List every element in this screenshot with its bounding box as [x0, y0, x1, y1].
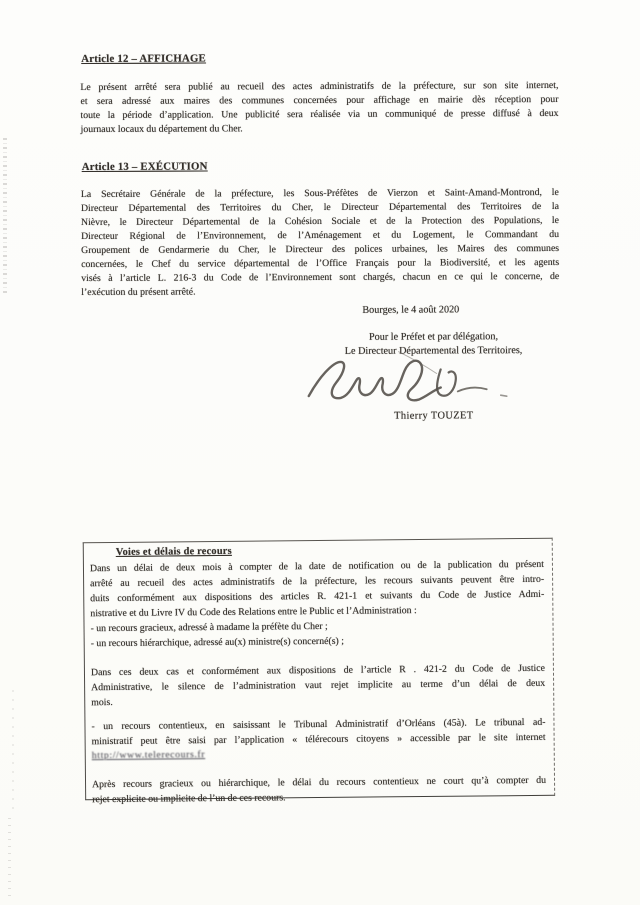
text-line: - un recours contentieux, en saisissant le Tribunal Administratif d’Orléans (45à). Le tribunal ad-	[91, 716, 546, 733]
text-line: - un recours gracieux, adressé à madame la préfète du Cher ;	[90, 620, 328, 635]
recours-notice-box	[83, 538, 555, 806]
text-line: rejet explicite ou implicite de l’un de ces recours.	[92, 792, 286, 806]
text-line: journaux locaux du département du Cher.	[80, 123, 243, 136]
text-line: mois.	[91, 696, 113, 709]
recours-contentieux	[91, 715, 545, 749]
text-line: et sera adressé aux maires des communes concernées pour affichage en mairie dès réception pour	[80, 93, 559, 108]
text-line: nistrative et du Livre IV du Code des Relations entre le Public et l’Administration :	[90, 605, 417, 620]
article-12-body	[80, 79, 558, 137]
text-line: Dans ces deux cas et conformément aux dispositions de l’article R . 421-2 du Code de Justice	[90, 662, 546, 679]
recours-box-heading: Voies et délais de recours	[115, 545, 232, 558]
text-line: Nièvre, le Directeur Départemental de la Cohésion Sociale et de la Protection des Populations, le	[80, 214, 560, 229]
telerecours-link: http://www.telerecours.fr	[91, 749, 206, 762]
text-line: Groupement de Gendarmerie du Cher, le Directeur des polices urbaines, les Maires des communes	[81, 242, 560, 257]
text-line: Dans un délai de deux mois à compter de la date de notification ou de la publication du présent	[89, 558, 545, 575]
handwritten-signature-icon	[303, 349, 515, 412]
article-12-heading: Article 12 – AFFICHAGE	[81, 52, 206, 66]
text-line: Le Directeur Départemental des Territoires,	[344, 345, 523, 357]
text-line: concernées, le Chef du service départemental de l’Office Français pour la Biodiversité, et les agents	[81, 256, 560, 271]
text-line: duits conformément aux dispositions des articles R. 421-1 et suivants du Code de Justice Admi-	[90, 588, 545, 605]
recours-intro	[90, 557, 545, 621]
recours-implicit-reject	[91, 661, 545, 710]
text-line: Directeur Régional de l’Environnement, de l’Aménagement et du Logement, le Commandant du	[81, 228, 560, 243]
text-line: - un recours hiérarchique, adressé au(x) ministre(s) concerné(s) ;	[90, 635, 344, 650]
place-date-line: Bourges, le 4 août 2020	[362, 304, 460, 316]
recours-bullets	[90, 617, 544, 651]
text-line: arrêté au recueil des actes administratifs de la préfecture, les recours suivants peuvent être intro-	[90, 573, 545, 590]
text-line: Pour le Préfet et par délégation,	[368, 331, 499, 343]
text-line: ministratif peut être saisi par l’application « télérecours citoyens » accessible par le site internet	[91, 731, 546, 748]
text-line: Directeur Départemental des Territoires du Cher, le Directeur Départemental des Territoires de la	[80, 200, 559, 215]
text-line: Le présent arrêté sera publié au recueil des actes administratifs de la préfecture, sur son site internet,	[80, 79, 559, 94]
article-13-body	[81, 186, 559, 300]
signatory-name: Thierry TOUZET	[394, 410, 474, 422]
text-line: Administrative, le silence de l’administration vaut rejet implicite au terme d’un délai de deux	[91, 677, 546, 694]
article-13-heading: Article 13 – EXÉCUTION	[81, 160, 208, 174]
text-line: l’exécution du présent arrêté.	[81, 286, 196, 299]
text-line: toute la période d’application. Une publicité sera réalisée via un communiqué de presse diffusé à deux	[80, 107, 559, 122]
text-line: Après recours gracieux ou hiérarchique, le délai du recours contentieux ne court qu’à compter du	[91, 774, 547, 791]
text-line: La Secrétaire Générale de la préfecture, les Sous-Préfètes de Vierzon et Saint-Amand-Montrond, le	[80, 186, 559, 201]
recours-final	[92, 773, 546, 807]
text-line: visés à l’article L. 216-3 du Code de l’Environnement sont chargés, chacun en ce qui le concerne, de	[81, 270, 560, 285]
